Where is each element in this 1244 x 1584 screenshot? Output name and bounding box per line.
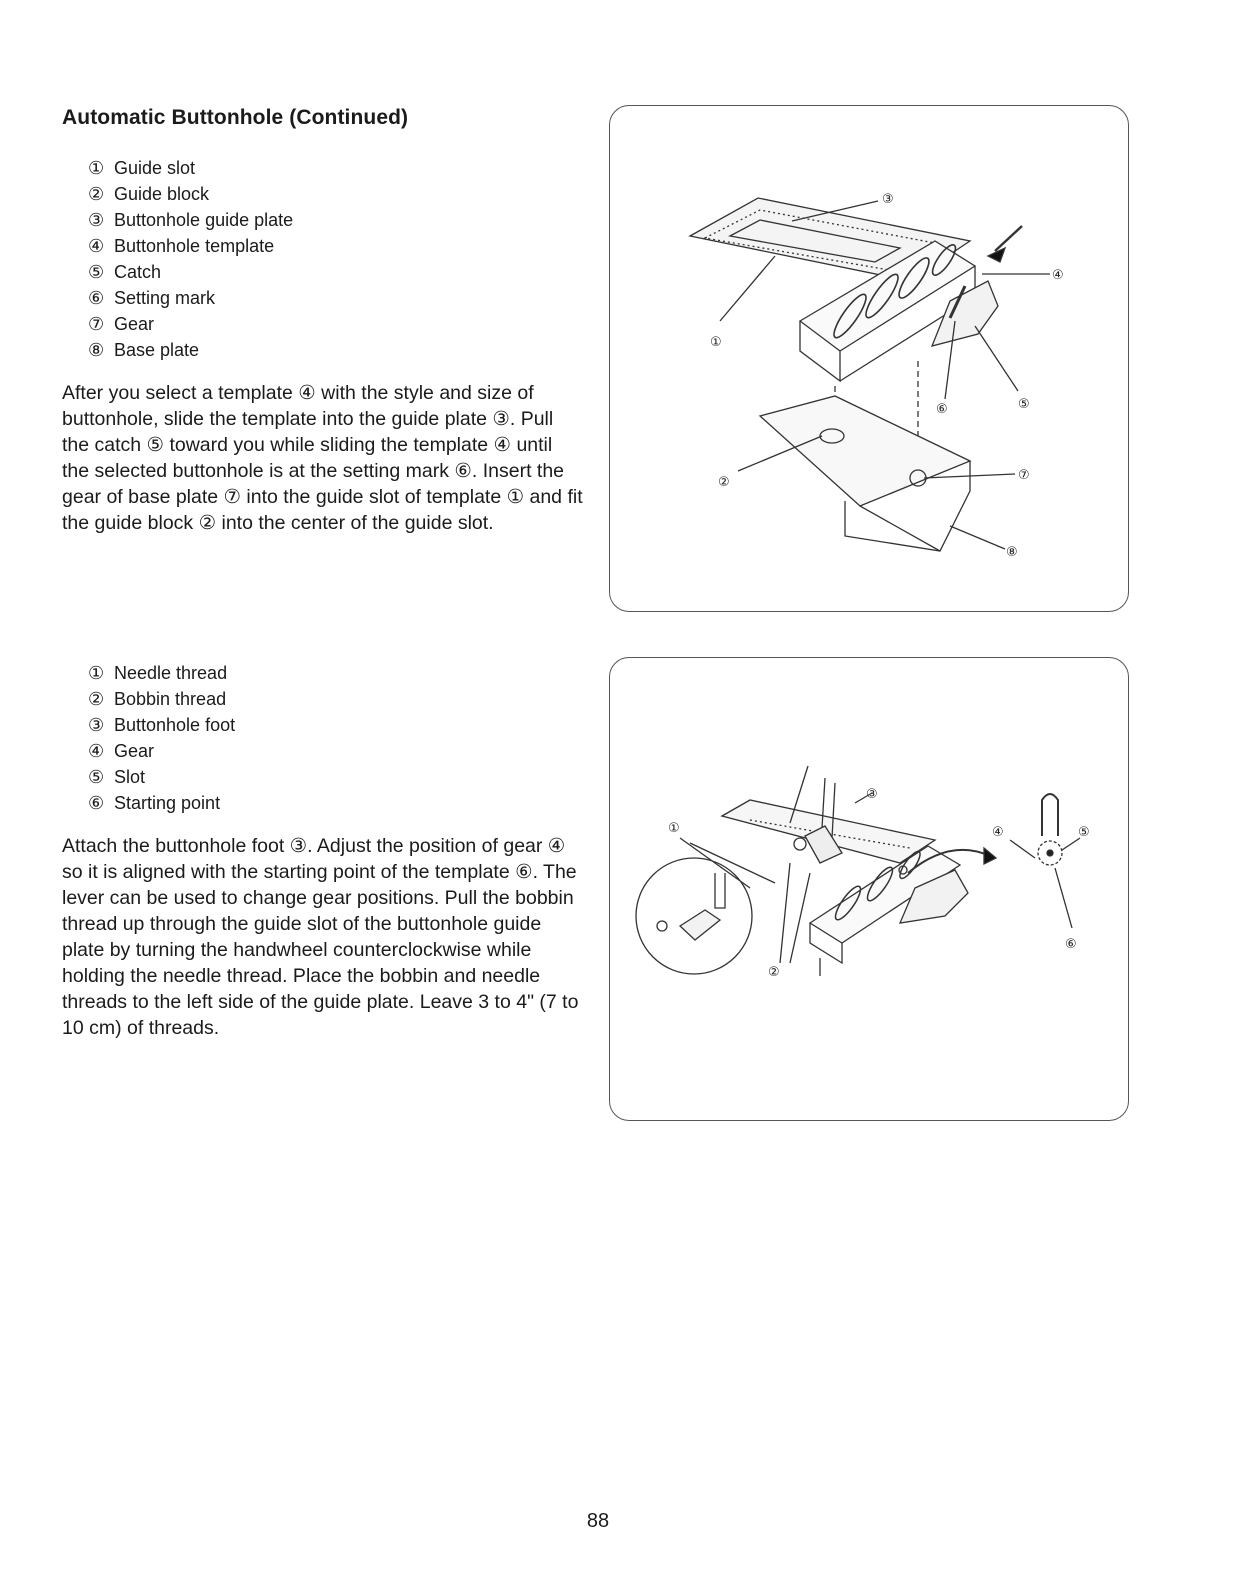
callout-6: ⑥ — [936, 402, 948, 417]
legend-label: Starting point — [114, 793, 221, 813]
legend-item — [88, 155, 293, 181]
legend-item — [88, 259, 293, 285]
callout-3: ③ — [866, 787, 878, 802]
legend-label: Buttonhole template — [114, 236, 275, 256]
callout-5: ⑤ — [1018, 397, 1030, 412]
callout-1: ① — [668, 821, 680, 836]
legend-number: ③ — [88, 715, 105, 735]
callout-4: ④ — [992, 825, 1004, 840]
legend-number: ④ — [88, 741, 105, 761]
legend-item — [88, 712, 235, 738]
legend-item — [88, 233, 293, 259]
figure-foot-attachment — [609, 657, 1129, 1121]
legend-label: Guide block — [114, 184, 210, 204]
legend-label: Needle thread — [114, 663, 228, 683]
legend-item — [88, 285, 293, 311]
legend-item — [88, 764, 235, 790]
legend-number: ⑦ — [88, 314, 105, 334]
legend-number: ⑤ — [88, 262, 105, 282]
page-title: Automatic Buttonhole (Continued) — [62, 106, 409, 129]
callout-3: ③ — [882, 192, 894, 207]
legend-item — [88, 337, 293, 363]
legend-number: ② — [88, 184, 105, 204]
legend-label: Buttonhole guide plate — [114, 210, 294, 230]
legend-number: ⑥ — [88, 793, 105, 813]
legend-label: Gear — [114, 314, 155, 334]
callout-7: ⑦ — [1018, 468, 1030, 483]
legend-number: ② — [88, 689, 105, 709]
instructions-paragraph-1: After you select a template ④ with the style and size of buttonhole, slide the template into the guide plate ③. Pull the catch ⑤ toward you while sliding the template ④ until the selected buttonhole is at the setting mark ⑥. Insert the gear of base plate ⑦ into the guide slot of template ① and fit the guide block ② into the center of the guide slot. — [62, 382, 583, 534]
foot-attachment-illustration — [610, 658, 1128, 1120]
callout-2: ② — [718, 475, 730, 490]
legend-number: ⑧ — [88, 340, 105, 360]
legend-label: Base plate — [114, 340, 200, 360]
legend-number: ① — [88, 158, 105, 178]
legend-item — [88, 686, 235, 712]
page-number: 88 — [586, 1510, 610, 1532]
legend-label: Guide slot — [114, 158, 196, 178]
legend-item — [88, 207, 293, 233]
template-assembly-illustration — [610, 106, 1128, 611]
legend-item — [88, 181, 293, 207]
parts-legend-2 — [88, 660, 235, 816]
legend-number: ⑤ — [88, 767, 105, 787]
callout-8: ⑧ — [1006, 545, 1018, 560]
legend-label: Gear — [114, 741, 155, 761]
callout-1: ① — [710, 335, 722, 350]
figure-template-assembly — [609, 105, 1129, 612]
instructions-paragraph-2: Attach the buttonhole foot ③. Adjust the position of gear ④ so it is aligned with the starting point of the template ⑥. The lever can be used to change gear positions. Pull the bobbin thread up through the guide slot of the buttonhole guide plate by turning the handwheel counterclockwise while holding the needle thread. Place the bobbin and needle threads to the left side of the guide plate. Leave 3 to 4" (7 to 10 cm) of threads. — [62, 835, 579, 1039]
legend-item — [88, 790, 235, 816]
legend-number: ① — [88, 663, 105, 683]
callout-2: ② — [768, 965, 780, 980]
callout-5: ⑤ — [1078, 825, 1090, 840]
callout-4: ④ — [1052, 268, 1064, 283]
legend-item — [88, 738, 235, 764]
legend-number: ③ — [88, 210, 105, 230]
legend-item — [88, 311, 293, 337]
legend-label: Catch — [114, 262, 162, 282]
legend-item — [88, 660, 235, 686]
legend-label: Buttonhole foot — [114, 715, 236, 735]
legend-label: Slot — [114, 767, 146, 787]
legend-label: Setting mark — [114, 288, 216, 308]
callout-6: ⑥ — [1065, 937, 1077, 952]
parts-legend-1 — [88, 155, 293, 363]
legend-number: ⑥ — [88, 288, 105, 308]
legend-label: Bobbin thread — [114, 689, 227, 709]
legend-number: ④ — [88, 236, 105, 256]
